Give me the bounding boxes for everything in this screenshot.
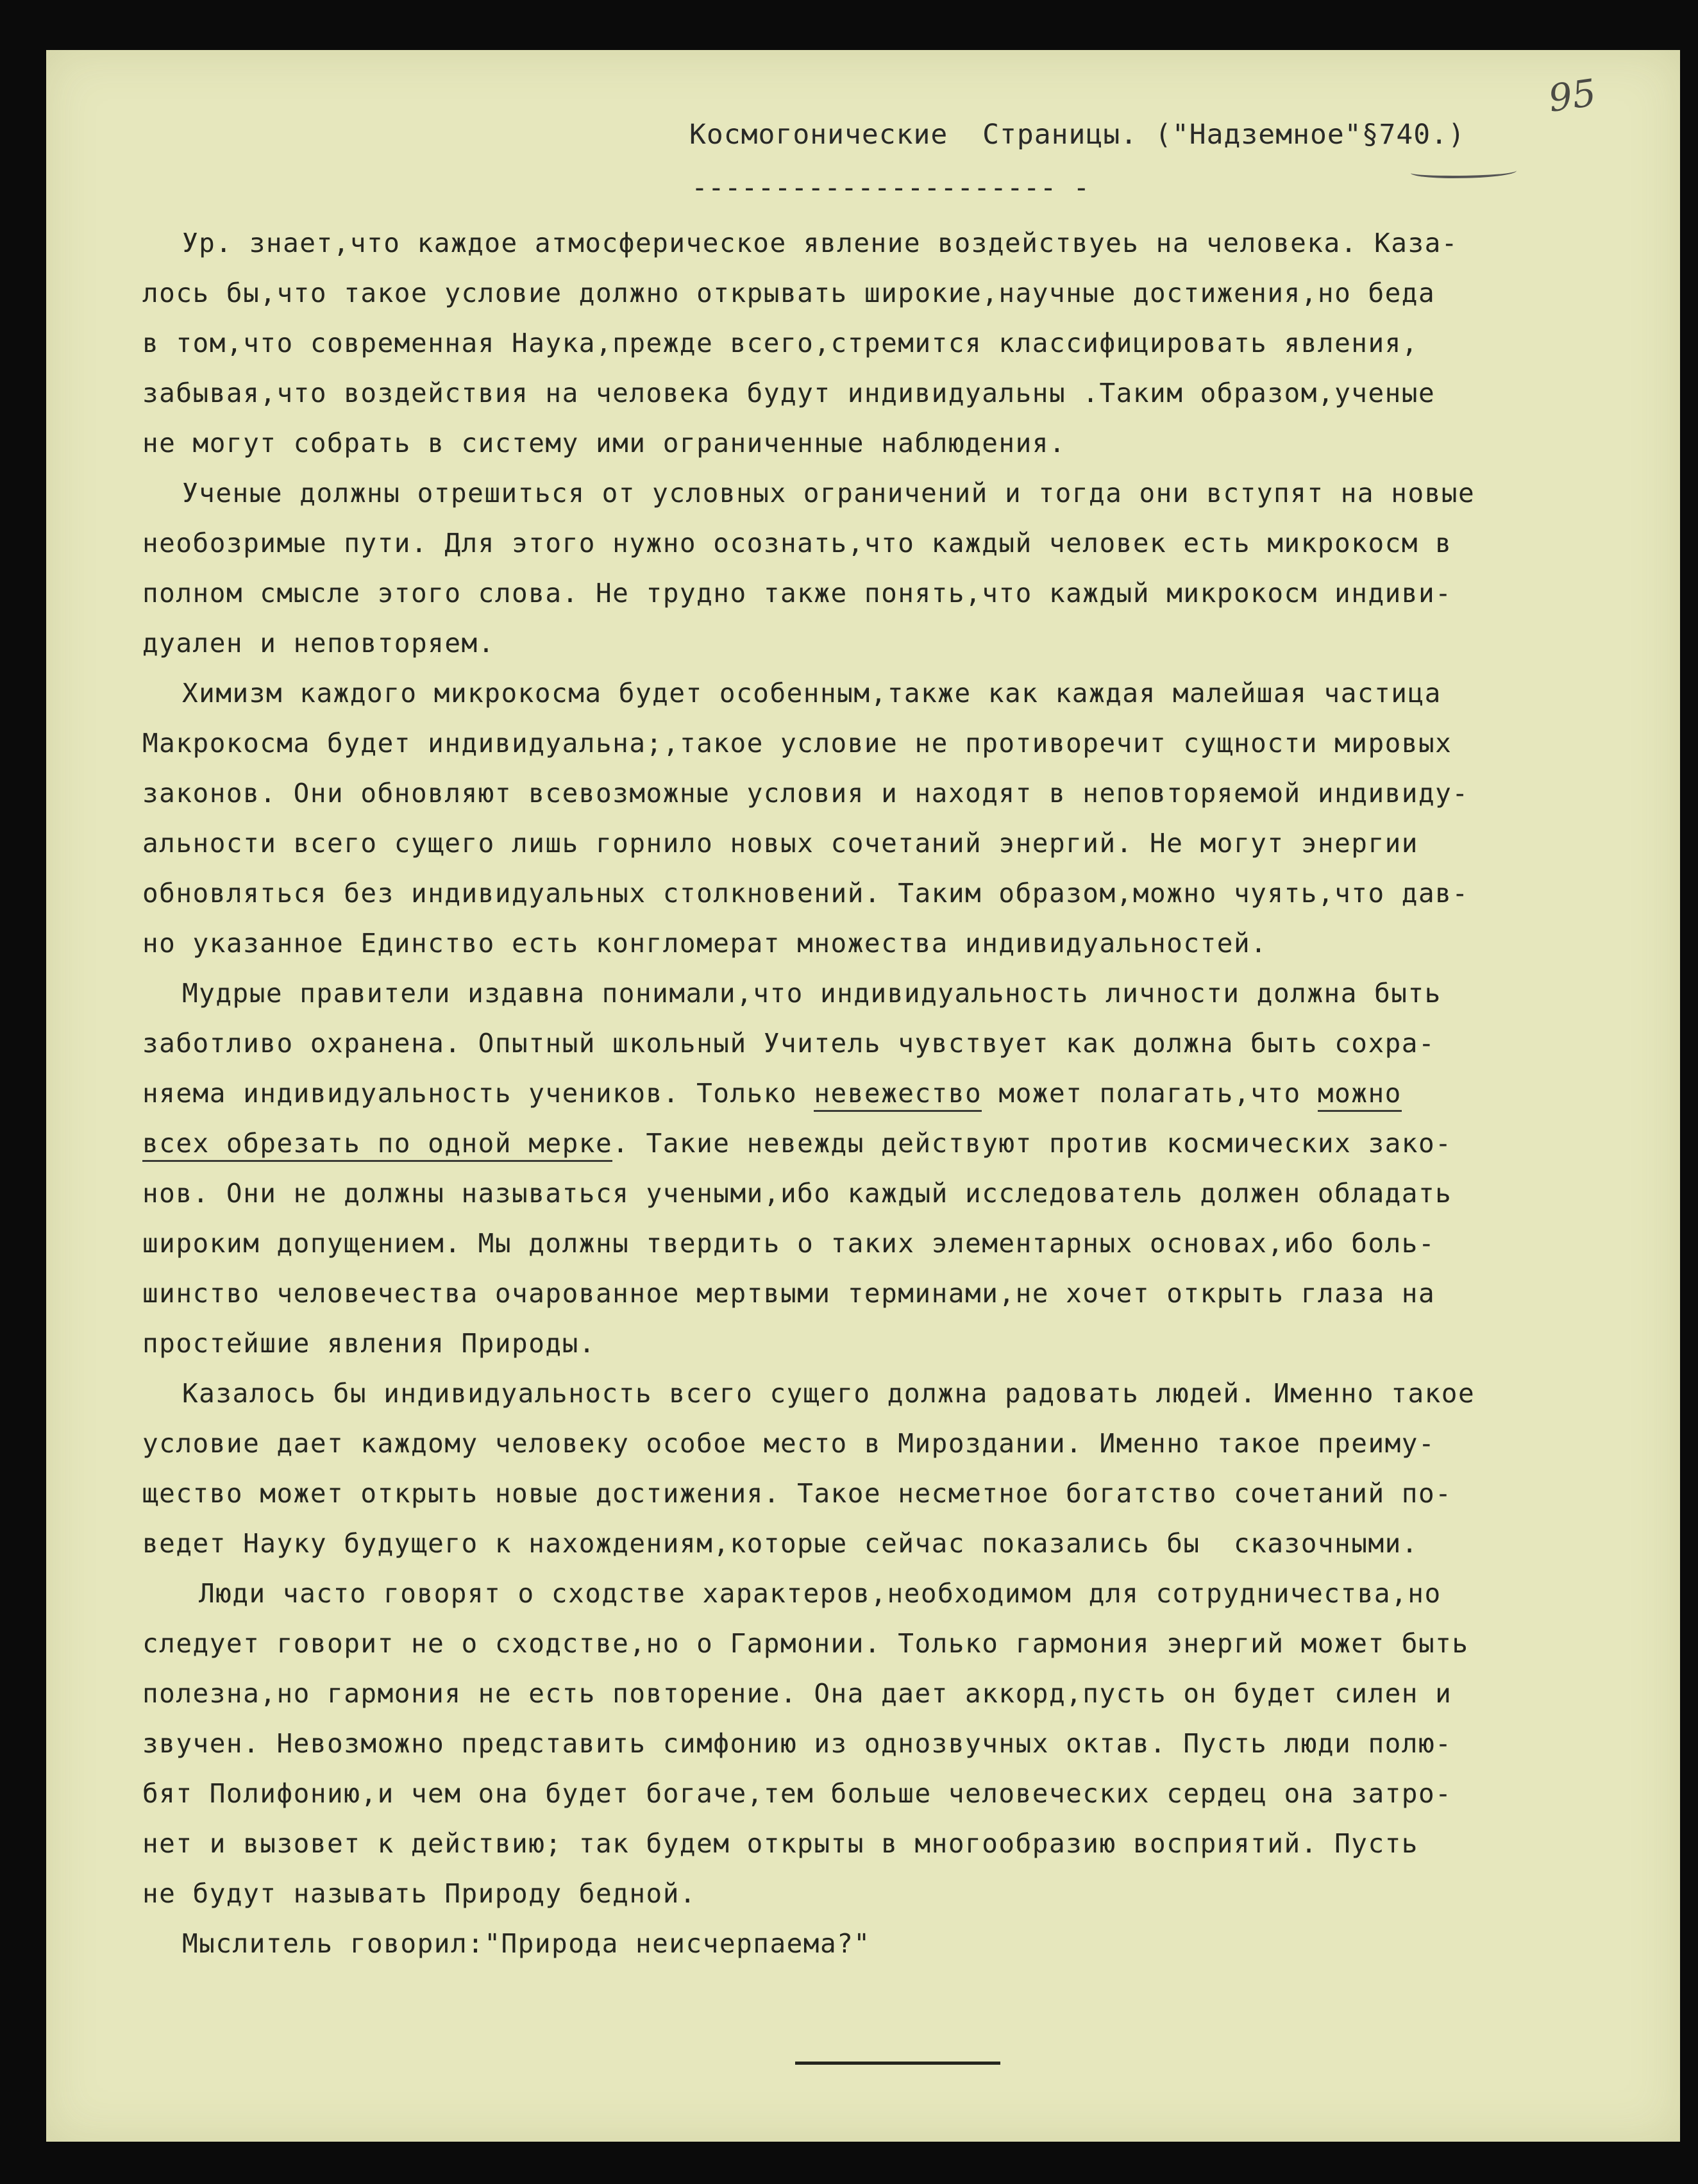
text-line: Химизм каждого микрокосма будет особенным,также как каждая малейшая частица [182,678,1442,709]
text-line: не могут собрать в систему ими ограниченные наблюдения. [142,428,1066,458]
text-line: бят Полифонию,и чем она будет богаче,тем больше человеческих сердец она затро- [142,1778,1452,1809]
text-line-with-underline: няема индивидуальность учеников. Только невежество может полагать,что можно [142,1068,1636,1118]
text-line: полезна,но гармония не есть повторение. Она дает аккорд,пусть он будет силен и [142,1678,1452,1709]
text-line: следует говорит не о сходстве,но о Гармонии. Только гармония энергий может быть [142,1628,1469,1659]
folio-number: 95 [1545,71,1599,121]
text-line: ведет Науку будущего к нахождениям,которые сейчас показались бы сказочными. [142,1528,1418,1559]
text-line: заботливо охранена. Опытный школьный Учитель чувствует как должна быть сохра- [142,1028,1436,1059]
typed-body-text [142,218,1636,1969]
text-line: Люди часто говорят о сходстве характеров,необходимом для сотрудничества,но [199,1578,1442,1609]
text-line: Мудрые правители издавна понимали,что индивидуальность личности должна быть [182,978,1442,1009]
text-line: Казалось бы индивидуальность всего сущего должна радовать людей. Именно такое [182,1378,1475,1409]
text-line-with-underline: всех обрезать по одной мерке. Такие невежды действуют против космических зако- [142,1118,1636,1168]
text-line: простейшие явления Природы. [142,1328,596,1359]
text-line: не будут называть Природу бедной. [142,1878,697,1909]
text-line: щество может открыть новые достижения. Такое несметное богатство сочетаний по- [142,1478,1452,1509]
underlined-word: можно [1318,1078,1402,1112]
text-line: полном смысле этого слова. Не трудно также понять,что каждый микрокосм индиви- [142,578,1452,609]
text-line: Мыслитель говорил:"Природа неисчерпаема?" [182,1928,871,1959]
text-line: альности всего сущего лишь горнило новых сочетаний энергий. Не могут энергии [142,828,1418,859]
text-line: широким допущением. Мы должны твердить о таких элементарных основах,ибо боль- [142,1228,1436,1259]
text-line: необозримые пути. Для этого нужно осознать,что каждый человек есть микрокосм в [142,528,1452,559]
closing-rule [795,2062,1000,2065]
text-line: звучен. Невозможно представить симфонию из однозвучных октав. Пусть люди полю- [142,1728,1452,1759]
text-line: лось бы,что такое условие должно открывать широкие,научные достижения,но беда [142,278,1436,308]
text-line: Макрокосма будет индивидуальна;,такое условие не противоречит сущности мировых [142,728,1452,759]
text-line: но указанное Единство есть конгломерат множества индивидуальностей. [142,928,1268,959]
text-line: нет и вызовет к действию; так будем открыты в многообразию восприятий. Пусть [142,1828,1418,1859]
text-line: нов. Они не должны называться учеными,ибо каждый исследователь должен обладать [142,1178,1452,1209]
text-line: забывая,что воздействия на человека будут индивидуальны .Таким образом,ученые [142,378,1436,408]
text-line: законов. Они обновляют всевозможные условия и находят в неповторяемой индивиду- [142,778,1469,809]
heading-underline: ---------------------- - [691,172,1090,204]
underlined-phrase: всех обрезать по одной мерке [142,1128,612,1162]
underlined-word: невежество [814,1078,982,1112]
text-line: в том,что современная Наука,прежде всего,стремится классифицировать явления, [142,328,1418,358]
text-line: Ур. знает,что каждое атмосферическое явление воздействуеь на человека. Каза- [182,228,1458,258]
page-heading: Космогонические Страницы. ("Надземное"§740.) [689,119,1465,151]
text-line: условие дает каждому человеку особое место в Мироздании. Именно такое преиму- [142,1428,1436,1459]
text-line: шинство человечества очарованное мертвыми терминами,не хочет открыть глаза на [142,1278,1436,1309]
text-line: обновляться без индивидуальных столкновений. Таким образом,можно чуять,что дав- [142,878,1469,909]
text-line: Ученые должны отрешиться от условных ограничений и тогда они вступят на новые [182,478,1475,508]
text-line: дуален и неповторяем. [142,628,495,659]
